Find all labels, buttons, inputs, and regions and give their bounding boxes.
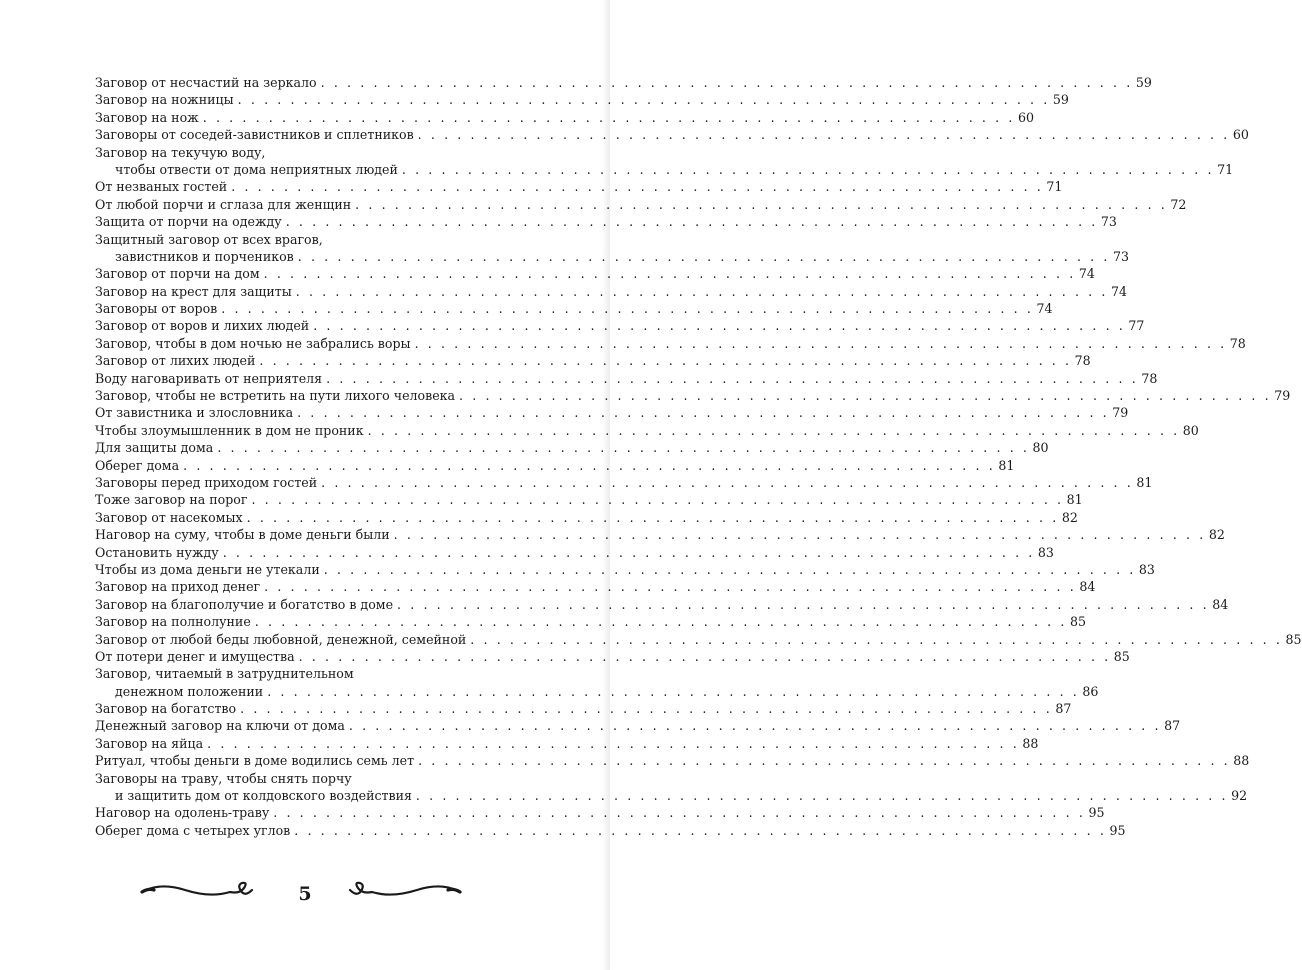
toc-leader-dots: . . . . . . . . . . . . . . . . . . . . . . . . . . . . . . . . . . . . . . . . . . . . . . . . . . . . . . . . . . . . . . [348, 718, 1162, 734]
toc-entry-page: 80 [1032, 440, 1049, 456]
toc-entry-page: 78 [1074, 353, 1091, 369]
toc-leader-dots: . . . . . . . . . . . . . . . . . . . . . . . . . . . . . . . . . . . . . . . . . . . . . . . . . . . . . . . . . . . . . . [294, 822, 1107, 838]
toc-entry-page: 84 [1079, 579, 1096, 595]
page-footer [140, 876, 470, 916]
toc-leader-dots: . . . . . . . . . . . . . . . . . . . . . . . . . . . . . . . . . . . . . . . . . . . . . . . . . . . . . . . . . . . . . . [417, 127, 1230, 143]
toc-leader-dots: . . . . . . . . . . . . . . . . . . . . . . . . . . . . . . . . . . . . . . . . . . . . . . . . . . . . . . . . . . . . . . [367, 422, 1180, 438]
toc-entry [95, 439, 1049, 456]
toc-leader-dots: . . . . . . . . . . . . . . . . . . . . . . . . . . . . . . . . . . . . . . . . . . . . . . . . . . . . . . . . . . . . . . [355, 196, 1168, 212]
toc-leader-dots: . . . . . . . . . . . . . . . . . . . . . . . . . . . . . . . . . . . . . . . . . . . . . . . . . . . . . . . . . . . . . . [323, 561, 1136, 577]
toc-entry [95, 822, 1126, 839]
toc-entry [95, 196, 1187, 213]
toc-entry-title: Остановить нужду [95, 544, 219, 560]
toc-leader-dots: . . . . . . . . . . . . . . . . . . . . . . . . . . . . . . . . . . . . . . . . . . . . . . . . . . . . . . . . . . . . . . [285, 214, 1098, 230]
toc-entry [95, 631, 1302, 648]
toc-leader-dots: . . . . . . . . . . . . . . . . . . . . . . . . . . . . . . . . . . . . . . . . . . . . . . . . . . . . . . . . . . . . . . [264, 579, 1077, 595]
toc-entry-title: Воду наговаривать от неприятеля [95, 370, 323, 386]
toc-entry-title: Заговор, чтобы не встретить на пути лихого человека [95, 388, 456, 404]
toc-entry [95, 248, 1129, 265]
toc-entry-title: Заговоры от воров [95, 301, 218, 317]
toc-entry-page: 88 [1233, 753, 1250, 769]
toc-entry-title: От незваных гостей [95, 179, 228, 195]
toc-leader-dots: . . . . . . . . . . . . . . . . . . . . . . . . . . . . . . . . . . . . . . . . . . . . . . . . . . . . . . . . . . . . . . [273, 805, 1086, 821]
toc-entry [95, 457, 1015, 474]
toc-entry-page: 73 [1100, 214, 1117, 230]
toc-entry-title: Заговор на яйца [95, 735, 204, 751]
toc-leader-dots: . . . . . . . . . . . . . . . . . . . . . . . . . . . . . . . . . . . . . . . . . . . . . . . . . . . . . . . . . . . . . . [459, 388, 1272, 404]
toc-entry [95, 474, 1153, 491]
toc-entry-title: Оберег дома [95, 457, 180, 473]
toc-entry [95, 387, 1291, 404]
toc-entry-page: 87 [1055, 701, 1072, 717]
toc-entry [95, 370, 1158, 387]
toc-entry-page: 83 [1138, 561, 1155, 577]
toc-entry-title: От потери денег и имущества [95, 648, 295, 664]
toc-entry-page: 60 [1017, 109, 1034, 125]
toc-entry [95, 665, 531, 682]
toc-entry [95, 144, 531, 161]
toc-entry-title: Заговор на ножницы [95, 92, 234, 108]
toc-entry [95, 178, 1063, 195]
toc-entry-page: 86 [1082, 683, 1099, 699]
toc-entry [95, 74, 1152, 91]
toc-entry [95, 265, 1095, 282]
toc-leader-dots: . . . . . . . . . . . . . . . . . . . . . . . . . . . . . . . . . . . . . . . . . . . . . . . . . . . . . . . . . . . . . . [326, 370, 1139, 386]
toc-entry-title: Наговор на суму, чтобы в доме деньги были [95, 527, 390, 543]
toc-entry-title: Наговор на одолень-траву [95, 805, 270, 821]
toc-entry-title: чтобы отвести от дома неприятных людей [115, 161, 398, 177]
toc-entry [95, 109, 1034, 126]
toc-entry [95, 509, 1078, 526]
toc-entry-page: 81 [1066, 492, 1083, 508]
toc-leader-dots: . . . . . . . . . . . . . . . . . . . . . . . . . . . . . . . . . . . . . . . . . . . . . . . . . . . . . . . . . . . . . . [183, 457, 996, 473]
toc-entry-page: 83 [1037, 544, 1054, 560]
toc-entry [95, 526, 1225, 543]
toc-entry-title: Заговор на богатство [95, 701, 237, 717]
toc-entry [95, 231, 531, 248]
toc-leader-dots: . . . . . . . . . . . . . . . . . . . . . . . . . . . . . . . . . . . . . . . . . . . . . . . . . . . . . . . . . . . . . . [313, 318, 1126, 334]
toc-entry-page: 78 [1229, 335, 1246, 351]
toc-entry [95, 335, 1246, 352]
toc-entry-page: 85 [1285, 631, 1302, 647]
toc-entry-title: Тоже заговор на порог [95, 492, 248, 508]
toc-entry [95, 787, 1248, 804]
toc-entry [95, 578, 1096, 595]
toc-entry-page: 60 [1232, 127, 1249, 143]
toc-leader-dots: . . . . . . . . . . . . . . . . . . . . . . . . . . . . . . . . . . . . . . . . . . . . . . . . . . . . . . . . . . . . . . [393, 527, 1206, 543]
toc-entry-page: 79 [1274, 388, 1291, 404]
toc-entry [95, 126, 1249, 143]
toc-entry [95, 683, 1099, 700]
toc-entry-title: Заговор на нож [95, 109, 199, 125]
toc-leader-dots: . . . . . . . . . . . . . . . . . . . . . . . . . . . . . . . . . . . . . . . . . . . . . . . . . . . . . . . . . . . . . . [207, 735, 1020, 751]
toc-leader-dots: . . . . . . . . . . . . . . . . . . . . . . . . . . . . . . . . . . . . . . . . . . . . . . . . . . . . . . . . . . . . . . [267, 683, 1080, 699]
toc-entry [95, 544, 1054, 561]
toc-entry-title: Для защиты дома [95, 440, 214, 456]
toc-entry-title: и защитить дом от колдовского воздействия [115, 788, 412, 804]
toc-entry-page: 92 [1231, 788, 1248, 804]
table-of-contents [95, 74, 1302, 839]
toc-entry-title: Заговор на текучую воду, [95, 144, 266, 160]
toc-entry-title: Заговор, чтобы в дом ночью не забрались воры [95, 335, 411, 351]
toc-entry-title: Заговор на приход денег [95, 579, 261, 595]
toc-entry-page: 74 [1110, 283, 1127, 299]
toc-entry [95, 422, 1199, 439]
page-number: 5 [298, 883, 312, 905]
toc-entry-page: 95 [1109, 822, 1126, 838]
toc-entry-title: Оберег дома с четырех углов [95, 822, 291, 838]
toc-leader-dots: . . . . . . . . . . . . . . . . . . . . . . . . . . . . . . . . . . . . . . . . . . . . . . . . . . . . . . . . . . . . . . [217, 440, 1030, 456]
toc-entry-page: 84 [1212, 596, 1229, 612]
toc-entry-page: 74 [1078, 266, 1095, 282]
toc-entry [95, 352, 1091, 369]
toc-entry-page: 79 [1112, 405, 1129, 421]
toc-entry-title: Заговор, читаемый в затруднительном [95, 666, 354, 682]
toc-entry [95, 648, 1130, 665]
toc-leader-dots: . . . . . . . . . . . . . . . . . . . . . . . . . . . . . . . . . . . . . . . . . . . . . . . . . . . . . . . . . . . . . . [240, 701, 1053, 717]
toc-entry [95, 213, 1117, 230]
toc-leader-dots: . . . . . . . . . . . . . . . . . . . . . . . . . . . . . . . . . . . . . . . . . . . . . . . . . . . . . . . . . . . . . . [202, 109, 1015, 125]
toc-entry-title: От завистника и злословника [95, 405, 294, 421]
toc-leader-dots: . . . . . . . . . . . . . . . . . . . . . . . . . . . . . . . . . . . . . . . . . . . . . . . . . . . . . . . . . . . . . . [237, 92, 1050, 108]
toc-entry [95, 717, 1181, 734]
toc-entry-page: 82 [1208, 527, 1225, 543]
toc-leader-dots: . . . . . . . . . . . . . . . . . . . . . . . . . . . . . . . . . . . . . . . . . . . . . . . . . . . . . . . . . . . . . . [263, 266, 1076, 282]
toc-leader-dots: . . . . . . . . . . . . . . . . . . . . . . . . . . . . . . . . . . . . . . . . . . . . . . . . . . . . . . . . . . . . . . [470, 631, 1283, 647]
toc-entry [95, 735, 1039, 752]
toc-entry [95, 491, 1083, 508]
toc-leader-dots: . . . . . . . . . . . . . . . . . . . . . . . . . . . . . . . . . . . . . . . . . . . . . . . . . . . . . . . . . . . . . . [231, 179, 1044, 195]
toc-entry-title: Заговор на полнолуние [95, 614, 251, 630]
toc-leader-dots: . . . . . . . . . . . . . . . . . . . . . . . . . . . . . . . . . . . . . . . . . . . . . . . . . . . . . . . . . . . . . . [251, 492, 1064, 508]
toc-entry-title: Заговоры на траву, чтобы снять порчу [95, 770, 352, 786]
toc-leader-dots: . . . . . . . . . . . . . . . . . . . . . . . . . . . . . . . . . . . . . . . . . . . . . . . . . . . . . . . . . . . . . . [295, 283, 1108, 299]
toc-entry-page: 81 [1136, 474, 1153, 490]
toc-entry-page: 81 [998, 457, 1015, 473]
toc-entry-page: 87 [1164, 718, 1181, 734]
toc-entry-title: Заговор от несчастий на зеркало [95, 75, 317, 90]
toc-entry-page: 72 [1170, 196, 1187, 212]
toc-entry-page: 80 [1182, 422, 1199, 438]
toc-entry-page: 95 [1088, 805, 1105, 821]
toc-entry-page: 73 [1112, 248, 1129, 264]
toc-entry [95, 700, 1072, 717]
toc-leader-dots: . . . . . . . . . . . . . . . . . . . . . . . . . . . . . . . . . . . . . . . . . . . . . . . . . . . . . . . . . . . . . . [298, 648, 1111, 664]
toc-entry-title: Заговор от порчи на дом [95, 266, 260, 282]
toc-entry-title: От любой порчи и сглаза для женщин [95, 196, 352, 212]
toc-entry [95, 161, 1234, 178]
toc-entry [95, 804, 1105, 821]
toc-entry [95, 300, 1053, 317]
left-flourish-ornament [140, 876, 260, 906]
toc-entry-title: Заговор от любой беды любовной, денежной, семейной [95, 631, 467, 647]
toc-entry [95, 404, 1129, 421]
toc-entry-title: завистников и порчеников [115, 248, 294, 264]
toc-entry-page: 82 [1061, 509, 1078, 525]
toc-entry [95, 596, 1229, 613]
toc-entry-title: Заговор на благополучие и богатство в доме [95, 596, 394, 612]
toc-leader-dots: . . . . . . . . . . . . . . . . . . . . . . . . . . . . . . . . . . . . . . . . . . . . . . . . . . . . . . . . . . . . . . [414, 335, 1227, 351]
toc-leader-dots: . . . . . . . . . . . . . . . . . . . . . . . . . . . . . . . . . . . . . . . . . . . . . . . . . . . . . . . . . . . . . . [297, 248, 1110, 264]
toc-entry-title: Чтобы злоумышленник в дом не проник [95, 422, 364, 438]
toc-entry-page: 59 [1135, 75, 1152, 90]
toc-entry-page: 71 [1046, 179, 1063, 195]
toc-leader-dots: . . . . . . . . . . . . . . . . . . . . . . . . . . . . . . . . . . . . . . . . . . . . . . . . . . . . . . . . . . . . . . [246, 509, 1059, 525]
toc-entry-title: Защита от порчи на одежду [95, 214, 282, 230]
toc-entry-page: 85 [1069, 614, 1087, 630]
toc-entry [95, 613, 1087, 630]
toc-leader-dots: . . . . . . . . . . . . . . . . . . . . . . . . . . . . . . . . . . . . . . . . . . . . . . . . . . . . . . . . . . . . . . [418, 753, 1231, 769]
toc-leader-dots: . . . . . . . . . . . . . . . . . . . . . . . . . . . . . . . . . . . . . . . . . . . . . . . . . . . . . . . . . . . . . . [259, 353, 1072, 369]
toc-entry-page: 77 [1128, 318, 1145, 334]
toc-entry [95, 561, 1155, 578]
toc-leader-dots: . . . . . . . . . . . . . . . . . . . . . . . . . . . . . . . . . . . . . . . . . . . . . . . . . . . . . . . . . . . . . . [321, 474, 1134, 490]
toc-entry-title: Заговоры от соседей-завистников и сплетников [95, 127, 414, 143]
toc-leader-dots: . . . . . . . . . . . . . . . . . . . . . . . . . . . . . . . . . . . . . . . . . . . . . . . . . . . . . . . . . . . . . . [221, 301, 1034, 317]
toc-entry-page: 88 [1022, 735, 1039, 751]
toc-entry-title: Заговор на крест для защиты [95, 283, 292, 299]
toc-leader-dots: . . . . . . . . . . . . . . . . . . . . . . . . . . . . . . . . . . . . . . . . . . . . . . . . . . . . . . . . . . . . . . [297, 405, 1110, 421]
toc-entry [95, 752, 1250, 769]
toc-leader-dots: . . . . . . . . . . . . . . . . . . . . . . . . . . . . . . . . . . . . . . . . . . . . . . . . . . . . . . . . . . . . . . [401, 161, 1215, 177]
toc-entry-title: Денежный заговор на ключи от дома [95, 718, 345, 734]
toc-entry-title: Заговор от лихих людей [95, 353, 256, 369]
toc-entry [95, 91, 1069, 108]
toc-entry-title: Чтобы из дома деньги не утекали [95, 561, 320, 577]
toc-entry-page: 59 [1052, 92, 1069, 108]
toc-entry [95, 283, 1127, 300]
toc-leader-dots: . . . . . . . . . . . . . . . . . . . . . . . . . . . . . . . . . . . . . . . . . . . . . . . . . . . . . . . . . . . . . . [415, 788, 1229, 804]
toc-entry-page: 85 [1113, 648, 1130, 664]
right-flourish-ornament [342, 876, 462, 906]
toc-entry-title: Заговор от насекомых [95, 509, 243, 525]
toc-leader-dots: . . . . . . . . . . . . . . . . . . . . . . . . . . . . . . . . . . . . . . . . . . . . . . . . . . . . . . . . . . . . . . [254, 614, 1067, 630]
toc-entry-title: Заговор от воров и лихих людей [95, 318, 310, 334]
toc-entry [95, 770, 531, 787]
toc-entry-page: 78 [1141, 370, 1158, 386]
toc-entry-title: Защитный заговор от всех врагов, [95, 231, 323, 247]
toc-entry-title: денежном положении [115, 683, 264, 699]
toc-entry-title: Заговоры перед приходом гостей [95, 474, 318, 490]
toc-leader-dots: . . . . . . . . . . . . . . . . . . . . . . . . . . . . . . . . . . . . . . . . . . . . . . . . . . . . . . . . . . . . . . [222, 544, 1035, 560]
toc-entry-title: Ритуал, чтобы деньги в доме водились семь лет [95, 753, 415, 769]
toc-leader-dots: . . . . . . . . . . . . . . . . . . . . . . . . . . . . . . . . . . . . . . . . . . . . . . . . . . . . . . . . . . . . . . [320, 75, 1133, 90]
toc-entry [95, 317, 1145, 334]
toc-entry-page: 74 [1036, 301, 1053, 317]
toc-entry-page: 71 [1217, 161, 1234, 177]
toc-leader-dots: . . . . . . . . . . . . . . . . . . . . . . . . . . . . . . . . . . . . . . . . . . . . . . . . . . . . . . . . . . . . . . [397, 596, 1210, 612]
